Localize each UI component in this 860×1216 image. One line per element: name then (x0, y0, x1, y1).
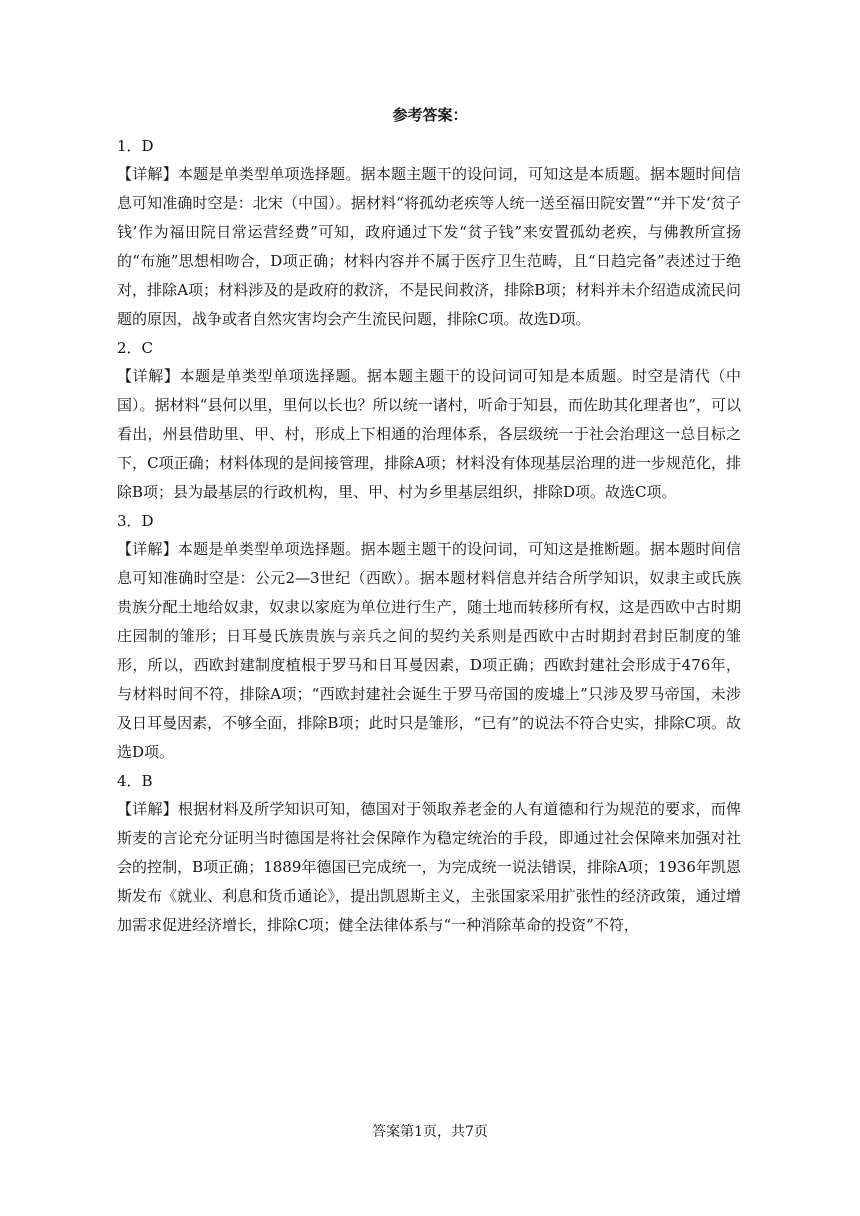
page-footer: 答案第1页，共7页 (372, 1124, 488, 1140)
question-number: 3．D (117, 512, 154, 530)
answer-detail: 【详解】本题是单类型单项选择题。据本题主题干的设问词，可知这是推断题。据本题时间信息可知准确时空是：公元2—3世纪（西欧）。据本题材料信息并结合所学知识，奴隶主或氏族贵族分配土地给奴隶，奴隶以家庭为单位进行生产，随土地而转移所有权，这是西欧中古时期庄园制的雏形；日耳曼氏族贵族与亲兵之间的契约关系则是西欧中古时期封君封臣制度的雏形，所以，西欧封建制度植根于罗马和日耳曼因素，D项正确；西欧封建社会形成于476年，与材料时间不符，排除A项；“西欧封建社会诞生于罗马帝国的废墟上”只涉及罗马帝国，未涉及日耳曼因素，不够全面，排除B项；此时只是雏形，“已有”的说法不符合史实，排除C项。故选D项。 (117, 540, 741, 761)
answer-item-2 (117, 334, 741, 507)
answer-detail: 【详解】根据材料及所学知识可知，德国对于领取养老金的人有道德和行为规范的要求，而俾斯麦的言论充分证明当时德国是将社会保障作为稳定统治的手段，即通过社会保障来加强对社会的控制，B项正确；1889年德国已完成统一，为完成统一说法错误，排除A项；1936年凯恩斯发布《就业、利息和货币通论》，提出凯恩斯主义，主张国家采用扩张性的经济政策，通过增加需求促进经济增长，排除C项；健全法律体系与“一种消除革命的投资”不符， (117, 800, 741, 934)
question-number: 1．D (117, 137, 154, 155)
answer-list (117, 132, 741, 940)
answer-detail: 【详解】本题是单类型单项选择题。据本题主题干的设问词可知是本质题。时空是清代（中国）。据材料“县何以里，里何以长也？所以统一诸村，听命于知县，而佐助其化理者也”，可以看出，州县借助里、甲、村，形成上下相通的治理体系，各层级统一于社会治理这一总目标之下，C项正确；材料体现的是间接管理，排除A项；材料没有体现基层治理的进一步规范化，排除B项；县为最基层的行政机构，里、甲、村为乡里基层组织，排除D项。故选C项。 (117, 367, 741, 501)
question-number: 4．B (117, 772, 153, 790)
question-number: 2．C (117, 339, 154, 357)
answer-detail: 【详解】本题是单类型单项选择题。据本题主题干的设问词，可知这是本质题。据本题时间信息可知准确时空是：北宋（中国）。据材料“将孤幼老疾等人统一送至福田院安置”“并下发‘贫子钱’作为福田院日常运营经费”可知，政府通过下发“贫子钱”来安置孤幼老疾，与佛教所宣扬的“布施”思想相吻合，D项正确；材料内容并不属于医疗卫生范畴，且“日趋完备”表述过于绝对，排除A项；材料涉及的是政府的救济，不是民间救济，排除B项；材料并未介绍造成流民问题的原因，战争或者自然灾害均会产生流民问题，排除C项。故选D项。 (117, 165, 741, 328)
answer-item-3 (117, 507, 741, 767)
page-title: 参考答案： (392, 106, 468, 124)
answer-item-1 (117, 132, 741, 334)
answer-item-4 (117, 767, 741, 940)
